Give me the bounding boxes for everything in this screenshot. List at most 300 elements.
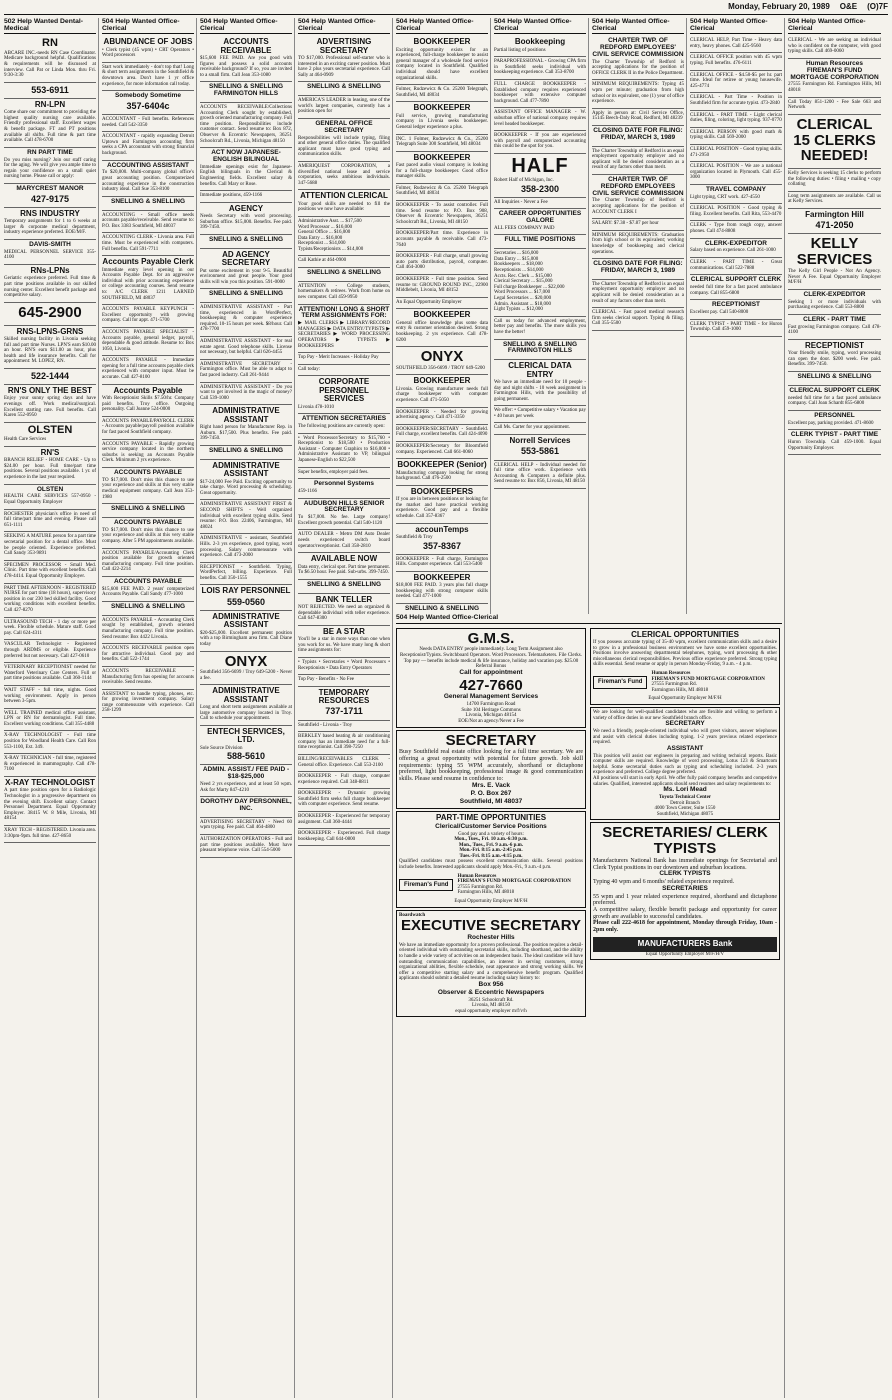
classified-ad [788, 411, 881, 430]
ad-body: Skilled nursing facility in Livonia seeking full and part time Nurses. LPN'S earn $10.00 an hour. RN'S earn $11.00 an hour, plus health and life insurance benefits. Call for appointment: M. LOPEZ, RN. [4, 336, 96, 365]
classified-ad [200, 103, 292, 148]
ad-body: All Inquiries - Never a Fee [494, 199, 548, 205]
ad-heading: SNELLING & SNELLING [110, 197, 186, 205]
classified-ad [690, 300, 782, 319]
classified-ad [102, 211, 194, 234]
ad-body: Data entry, clerical spot. Part time permanent. To $6.50 hour. Fee paid. Sub-urbs. 399-7450. [298, 564, 390, 576]
ad-heading: SNELLING & SNELLING FARMINGTON HILLS [208, 83, 284, 98]
classified-ad [494, 423, 586, 435]
classified-ad [4, 36, 96, 83]
classified-ad [592, 175, 684, 219]
toyota-ad [590, 707, 780, 820]
classified-ad [4, 208, 96, 240]
ad-heading: ATTENTION! LONG & SHORT TERM ASSIGNMENTS FOR: [298, 305, 390, 320]
manufacturers-ad [590, 822, 780, 960]
ad-body: CLERICAL PERSON with good math & typing skills. Call 569-2000 [690, 129, 782, 141]
ad-body: General office knowledge plus some data entry & customer orientation desired. Strong bookkeeping. 2 yrs experience. Call 478-6200 [396, 320, 488, 343]
ad-body: needed full time for a fast paced ambulance company. Call Joan Schardt 855-6800 [788, 395, 881, 407]
classified-ad [396, 408, 488, 425]
classified-ad [298, 36, 390, 82]
classified-ad [102, 690, 194, 718]
ad-body: BOOKKEEPER - Experienced for temporary assignment. Call 360-4444 [298, 814, 390, 825]
ad-list [494, 251, 586, 313]
parttime-ad [396, 811, 586, 907]
exec-paper: Observer & Eccentric Newspapers [437, 988, 545, 996]
ad-body: ACCOUNTS RECEIVABLE - Manufacturing firm has opening for accounts receivable. Send resume. [102, 668, 194, 686]
classified-ad [788, 59, 881, 98]
classified-ad [592, 80, 684, 108]
classified-column [788, 18, 883, 1398]
ad-body: ACCOUNTS RECEIVABLE/Collections Accounting Clerk sought by established, growth oriented manufacturing company. Full time position. Responsibilities include customer contact. Send resume to: Box 872, Observer & Eccentric Newspapers, 36251 Schoolcraft Rd., Livonia, Michigan 48150 [200, 104, 293, 144]
ad-heading: CHARTER TWP. OF REDFORD EMPLOYEES CIVIL SERVICE COMMISSION [592, 175, 684, 197]
ad-body: CLERICAL - PART TIME - Light clerical duties, filing, coloring, light typing. 937-0770 [690, 112, 782, 124]
classified-ad [102, 504, 194, 518]
ad-body: Southfield 356-6699 / Troy 649-5200 - Never a fee. [200, 670, 292, 681]
ad-heading: Human Resources FIREMAN'S FUND MORTGAGE CORPORATION [790, 59, 879, 81]
ad-heading: ABUNDANCE OF JOBS [103, 37, 193, 47]
ad-body: Folmer, Rudzewicz & Co. 25200 Telegraph, Southfield, MI 48034 [396, 87, 488, 98]
classified-ad [494, 57, 586, 80]
classified-ad [4, 265, 96, 303]
ad-body: XRAY TECH - REGISTERED. Livonia area. 3:30pm-9pm. full time. 427-8650 [4, 828, 96, 839]
ad-body: Robert Half of Michigan, Inc. [494, 177, 554, 183]
classified-ad [200, 337, 292, 360]
ad-heading: CLERICAL DATA ENTRY [508, 361, 572, 379]
exec-eoe: equal opportunity employer m/f/v/h [455, 1008, 527, 1014]
ad-body: NOT REJECTED. We need an organized & dependable individual with teller experience. Call 647-8300 [298, 604, 390, 622]
parttime-eoe: Equal Opportunity Employer M/F/H [454, 899, 528, 905]
classified-ad [200, 148, 292, 191]
ad-heading: ADVERTISING SECRETARY [316, 37, 372, 55]
parttime-lead: Good pay and a variety of hours: [458, 831, 524, 837]
classified-ad [200, 563, 292, 586]
exec-box: Box 956 [478, 980, 504, 988]
classified-ad [4, 777, 96, 826]
ad-body: Top Pay - Merit Increases - Holiday Pay [298, 355, 379, 361]
classified-ad [396, 135, 488, 152]
ad-body: ACCOUNTS PAYABLE/Accounting Clerk position available for growth oriented manufacturing company. Full time position. Call 422-2214 [102, 550, 194, 573]
classified-ad [298, 658, 390, 675]
ad-heading: FULL TIME POSITIONS [504, 236, 576, 244]
classified-ad [298, 594, 390, 626]
ad-list-item: Receptionists ... $14,000 [494, 267, 544, 273]
classified-ad [200, 652, 292, 686]
classified-ad [690, 128, 782, 145]
classified-ad [200, 818, 292, 835]
secretary-ad [396, 730, 586, 810]
classified-ad [396, 184, 488, 201]
column-header: 504 Help Wanted Office-Clerical [494, 18, 586, 34]
ad-body: SALARY: $7.38 - $7.87 per hour [592, 221, 659, 227]
classified-ad [4, 148, 96, 184]
ad-heading: SNELLING & SNELLING [208, 290, 284, 298]
classified-ad [298, 96, 390, 119]
ad-body: $17-24,000 Fee Paid. Exciting opportunity to take charge. Word processing & scheduling. Great opportunity. [200, 479, 292, 496]
classified-ad [200, 534, 292, 562]
ad-body: $15,600 FEE PAID. Are you good with figures and possess a solid accounts receivable background? If so, you are invited to a small firm. Call Jean 353-1080 [200, 55, 292, 78]
ad-body: Needs Secretary with word processing. Suburban office. $15,000. Benefits. Fee paid. 399-7450. [200, 214, 292, 231]
ad-body: Excellent pay, parking provided. 471-8600 [788, 420, 874, 426]
ad-phone: 553-5861 [520, 446, 560, 457]
ad-body: ACCOUNTING CLERK - Livonia area. Full time. Must be experienced with computers. Full benefits. Call 591-7711 [102, 235, 194, 252]
ad-body: BOOKKEEPER/Part time. Experience in accounts payable & receivable. Call 473-7640 [396, 231, 488, 248]
classified-ad [788, 290, 881, 315]
classified-ad [4, 731, 96, 754]
classified-ad [592, 280, 684, 308]
ad-body: Come share our commitment to providing the highest quality nursing care available. Friendly professional staff. Excellent wages & benefit package. FT and PT positions available all shifts. Full time & part time available. Call 478-6700 [4, 110, 96, 144]
ad-heading: AVAILABLE NOW [310, 554, 378, 564]
gms-company: General Management Services [443, 693, 539, 701]
ad-list-item: Bookkeepers ... $18,000 [494, 262, 543, 268]
classified-ad [102, 91, 194, 115]
ad-body: Long and short term assignments available at large automotive company located in Troy. Call to schedule your appointment. [200, 705, 292, 722]
gms-address1: 14700 Farmington Road [466, 702, 516, 708]
ad-heading: PERSONNEL [814, 411, 855, 419]
classified-ad [298, 217, 390, 257]
ad-body: ADMINISTRATIVE ASSISTANT - Do you want to get involved in the magic of money? Call 539-1000 [200, 384, 292, 401]
toyota-body1: We need a friendly, people-oriented individual who will greet visitors, answer telephones and assist with clerical duties including typing. 1-2 years previous related experience required. [593, 728, 777, 746]
classified-ad [396, 152, 488, 184]
masthead-page: (O)7F [867, 2, 888, 11]
ad-phone: 471-2050 [815, 220, 854, 231]
toyota-head1: SECRETARY [665, 720, 705, 728]
ad-body: Health Care Services [4, 437, 47, 443]
ad-phone: 357-6404c [126, 100, 170, 111]
masthead [4, 3, 888, 15]
ad-body: Kelly Services is seeking 15 clerks to perform the following duties: • filing • mailing • copy collating [788, 171, 881, 188]
classified-ad [494, 360, 586, 406]
mh-body1: Typing 40 wpm and 6 months' related experience required. [593, 879, 735, 886]
classified-ad [396, 524, 488, 555]
ad-list-item: Light Typists ... $12,000 [494, 307, 543, 313]
ad-body: Call Ms. Carter for your appointment. [494, 425, 570, 431]
ad-phone: 737-1711 [325, 706, 363, 717]
ad-body: A part time position open for a Radiologic Technologist in a progressive department on the evening shift. Excellent salary. Contact Personnel Department. Equal Opportunity Employer. 38415 W. 8 Mile, Livonia, MI 48154 [4, 788, 96, 822]
parttime-address2: Farmington Hills, MI 48018 [457, 890, 515, 896]
classified-ad [788, 315, 881, 340]
classified-ad [102, 616, 194, 644]
mh-head2: SECRETARIES [662, 884, 708, 892]
classified-ad [200, 82, 292, 103]
classified-ad [788, 386, 881, 411]
parttime-hours [399, 837, 583, 859]
ad-heading: BOOKKEEPERS [410, 486, 474, 496]
classified-ad [396, 459, 488, 486]
gms-ad [396, 628, 586, 728]
ad-body: CLERICAL OFFICE position with 45 wpm typing. Full benefits. 476-6111 [690, 55, 782, 66]
ad-body: Partial listing of positions [494, 47, 546, 53]
ad-body: We offer: • Competitive salary • Vacation pay • 40 hours per week [494, 408, 586, 419]
ad-body: Fast paced audio visual company is looking for a full-charge bookkeeper. Good office manager skills. [396, 163, 488, 180]
classified-ad [298, 499, 390, 531]
firemans-fund-logo: Fireman's Fund [399, 879, 453, 892]
secretary-box: P. O. Box 267 [470, 789, 512, 797]
classified-ad [200, 500, 292, 534]
classified-ad [200, 446, 292, 460]
classified-ad [4, 826, 96, 843]
clerical-opps-address2: Farmington Hills, MI 48018 [651, 687, 709, 693]
parttime-hours-item: Mon., Tues., Fri. 10 a.m.-6:30 p.m. [454, 837, 528, 843]
ad-body: ACCOUNTANT - rapidly expanding Detroit Uptown and Farmington accounting firm seeks a CPA accountant with strong financial background. [102, 134, 194, 157]
ad-list-item: Typists/Receptionists ... $14,000 [298, 246, 364, 252]
ad-heading: BOOKKEEPER (Senior) [397, 460, 487, 470]
ad-heading: CAREER OPPORTUNITIES GALORE [498, 210, 582, 224]
ad-body: • Typists • Secretaries • Word Processors • Receptionists • Data Entry Operators [298, 659, 390, 671]
classified-ad [200, 726, 292, 765]
classified-ad [494, 235, 586, 249]
parttime-hours-item: Mon., Tues., Fri. 9 a.m.-6 p.m. [458, 842, 524, 848]
ad-body: ADMINISTRATIVE ASSISTANT - for real estate agent. Good telephone skills. License not necessary, but helpful. Call 626-4455 [200, 339, 292, 356]
parttime-address1: 27555 Farmington Rd. [457, 884, 503, 890]
ad-body: Fast growing Farmington company. Call 478-4100 [788, 324, 881, 336]
classified-ad [4, 709, 96, 732]
classified-ad [4, 369, 96, 385]
classified-ad [102, 644, 194, 667]
classified-ad [298, 626, 390, 658]
ad-body: The Charter Township of Redford is an equal employment opportunity employer and no applicant will be denied consideration as a result of any factors other than merit. [592, 281, 684, 304]
ad-list-item: Clerical Secretary ... $15,000 [494, 279, 553, 285]
classified-ad [298, 305, 390, 354]
column-header: 504 Help Wanted Office-Clerical [592, 18, 684, 34]
classified-ad [396, 229, 488, 252]
classified-ad [788, 169, 881, 192]
classified-ad [396, 425, 488, 442]
ad-heading: CLERICAL SUPPORT CLERK [690, 276, 782, 284]
classified-ad [298, 256, 390, 268]
mh-body3: A competitive salary, flexible benefit package and opportunity for career growth are available to successful candidates. [593, 907, 777, 920]
classified-ad [102, 549, 194, 577]
classified-ad [4, 447, 96, 485]
ad-phone: 427-9175 [30, 193, 70, 204]
classified-ad [4, 184, 96, 208]
classified-ad [494, 249, 586, 317]
classified-ad [298, 376, 390, 414]
mh-body2: 55 wpm and 1 year related experience required, shorthand and dictaphone preferred. [593, 893, 777, 907]
classified-ad [200, 765, 292, 797]
classified-ad [592, 308, 684, 331]
ad-body: Seeking 1 or more individuals with purchasing experience. Call 553-8800 [788, 299, 881, 311]
ad-body: TO $17,000. Professional self-starter who is interested in an exciting career position. Must have 2 plus years secretarial experience. Call Sally at 464-0909 [298, 55, 390, 78]
ad-body: Start work immediately - don't top that! Long & short term assignments in the Southfield & downtown area. Don't have 1 yr office experience, for more information call today. [102, 64, 194, 87]
clerical-opps-body: If you possess accurate typing of 35-40 wpm, excellent communication skills and a desire to grow in a professional business environment we have some excellent opportunities. Positions involve answering departmental telephones, typing, word processing & other miscellaneous clerical responsibilities. Previous office experience preferred. Strong typing skills essential. Send resume or apply in person Monday-Friday, 9 a.m. - 4 p.m. [593, 640, 777, 668]
ad-heading: accounTemps [415, 524, 469, 534]
classified-ad [4, 99, 96, 148]
classified-ad [396, 309, 488, 347]
ad-body: ULTRASOUND TECH - 1 day or more per week. Flexible schedule. Mature staff. Good pay. Call 624-4311 [4, 619, 96, 636]
classified-ad [200, 36, 292, 82]
ad-body: AMERIQUEST CORPORATION, a diversified national lease and service corporation, seeks ambitious individuals. 347-5688 [298, 163, 390, 186]
classified-ad [690, 204, 782, 221]
classified-ad [200, 235, 292, 249]
ad-heading: RN [42, 37, 58, 50]
classified-ad [298, 772, 390, 789]
secretary-city: Southfield, MI 48037 [459, 797, 523, 805]
ad-list-item: Receptionist ... $14,000 [298, 241, 346, 247]
classified-ad [690, 53, 782, 70]
ad-heading: SNELLING & SNELLING [306, 580, 382, 588]
ad-body: $20-$25,000. Excellent permanent position with a top Birmingham area firm. Call Diane today [200, 630, 292, 647]
ad-heading: RECEPTIONIST [804, 340, 865, 350]
ad-body: ADMINISTRATIVE - assistant, Southfield Hills. 2-3 yrs experience, good typing, word processing. Salary commensurate with experience. Call 473-2000 [200, 536, 292, 559]
classified-ad [788, 234, 881, 289]
column-header: 504 Help Wanted Office-Clerical [788, 18, 881, 34]
ad-heading: Accounts Payable Clerk [102, 257, 194, 267]
wide-section-header: 504 Help Wanted Office-Clerical [396, 614, 782, 624]
ad-heading: ONYX [224, 652, 268, 670]
ad-body: Immediate openings exist for Japanese-English bilinguals in the Clerical & Engineering fields. Excellent salary & benefits. Call Mary or Rose. [200, 164, 292, 187]
ad-body: The Charter Township of Redford is an equal employment opportunity employer and no applicant will be denied consideration as a result of any factors other than merit. [592, 148, 684, 171]
ad-body: VASCULAR Technologist - Registered through ARDMS or eligible. Experience preferred but not necessary. Call 427-0610 [4, 642, 96, 659]
mh-head1: CLERK TYPISTS [659, 870, 711, 878]
gms-title: G.M.S. [467, 629, 515, 647]
ad-heading: RNS INDUSTRY [20, 208, 80, 218]
ad-body: Your friendly smile, typing, word processing can open the door. $200 week. Fee paid. Benefits. 399-7450. [788, 351, 881, 368]
ad-body: Call us today for advanced employment, better pay and benefits. The more skills you have the better! [494, 318, 586, 335]
ad-body: If you are in between positions or looking for the market and have practical working experience. Good pay and a flexible schedule. Call 357-8367 [396, 497, 488, 519]
classified-ad [4, 423, 96, 447]
ad-heading: GENERAL OFFICE SECRETARY [315, 119, 373, 134]
classified-ad [494, 406, 586, 423]
classified-ad [4, 754, 96, 777]
ad-body: BRANCH RELIEF - HOME CARE - Up to $24.00 per hour. Full time/part time positions. Several positions available. 1 yr. of experience in the last year required. [4, 458, 96, 481]
classified-ad [592, 126, 684, 147]
ad-heading: ACCOUNTS PAYABLE [113, 577, 183, 585]
ad-body: ADMINISTRATIVE ASSISTANT - Part time, experienced in WordPerfect, bookkeeping & computer experience required. 10-15 hours per week. $8/hour. Call 478-7700 [200, 305, 292, 333]
ad-heading: TEMPORARY RESOURCES [318, 687, 370, 706]
ad-heading: RNs-LPNs [30, 266, 70, 275]
ad-heading: SNELLING & SNELLING [208, 235, 284, 243]
ad-heading: Bookkeeping [514, 37, 566, 47]
ad-body: Excellent pay. Call 540-8000 [690, 310, 749, 316]
ad-list-item: Administrative Asst. ... $17,500 [298, 218, 362, 224]
ad-body: ACCOUNTS PAYABLE/PAYROLL CLERK - Accounts payable/payroll position available for fast paced Southfield company. [102, 418, 194, 436]
ad-heading: Somebody Sometime [114, 92, 182, 100]
classified-ad [298, 162, 390, 190]
ad-heading: SNELLING & SNELLING [404, 604, 480, 612]
toyota-head2: ASSISTANT [666, 744, 704, 752]
classified-ad [4, 532, 96, 560]
ad-heading: RN-LPN [34, 99, 66, 109]
ad-heading: CORPORATE PERSONNEL SERVICES [318, 377, 370, 404]
ad-body: The following positions are currently open: [298, 424, 385, 430]
classified-ad [690, 36, 782, 53]
classified-ad [102, 468, 194, 504]
ad-heading: Norrell Services [509, 436, 571, 446]
classified-ad [4, 303, 96, 326]
ad-body: BOOKKEEPER - Full time position. Send resume to: GROUND ROUND INC., 22900 Middlebelt, Livonia, MI 48152 [396, 277, 488, 294]
ad-body: Your good skills are needed to fill the positions we now have available: [298, 201, 390, 213]
ad-heading: Farmington Hill [805, 210, 864, 220]
ad-heading: ENTECH SERVICES, LTD. [207, 727, 285, 745]
classified-ad [298, 268, 390, 282]
parttime-hours-item: Mon.-Fri. 8:15 a.m.-2:45 p.m. [459, 848, 523, 854]
classified-ad [494, 435, 586, 460]
ad-body: CLERICAL HELP - Individual needed for full time office work. Experience with Accounting & Computers a definite plus. Send resume to: Box 856, Livonia, MI 48150 [494, 462, 586, 485]
ad-body: Top Pay - Benefits - No Fee [298, 677, 355, 683]
ad-heading: Personnel Systems [314, 480, 374, 488]
ad-body: Apply in person at: Civil Service Office, 15145 Beech-Daly Road, Redford, MI 48239 [592, 110, 684, 122]
clerical-opps-hr: Human Resources [651, 670, 691, 676]
classified-ad [788, 340, 881, 372]
ad-heading: SNELLING & SNELLING FARMINGTON HILLS [502, 340, 578, 355]
ad-body: ROCHESTER physician's office in need of full time/part time and evening. Please call 651-1111 [4, 511, 96, 528]
ad-body: Right hand person for Manufacturer Rep. in Auburn. $17,500. Plus benefits. Fee paid. 399-7450. [200, 425, 292, 442]
exec-title: EXECUTIVE SECRETARY [400, 917, 582, 935]
classified-ad [592, 231, 684, 259]
ad-body: ACCOUNTS PAYABLE - Immediate opening for a full time accounts payable clerk experienced with computer input. Must be accurate. Call 427-8100 [102, 358, 194, 381]
ad-body: CLERICAL POSITION - Good typing & filing. Excellent benefits. Call Rita, 553-4470 [690, 206, 782, 217]
parttime-title: PART-TIME OPPORTUNITIES [435, 813, 547, 823]
ad-body: Sole Source Division [200, 745, 243, 751]
classified-ad [298, 755, 390, 772]
ad-list [298, 219, 390, 253]
ad-heading: MARYCREST MANOR [16, 184, 84, 192]
ad-body: AMERICA'S LEADER in leasing, one of the world's largest companies, currently has a position open for [298, 98, 390, 115]
classified-ad [4, 83, 96, 99]
ad-body: Light typing, CRT work. 427-4550 [690, 194, 760, 200]
ad-body: CLERICAL HELP, Part Time - Heavy data entry, heavy phones. Call 425-9560 [690, 38, 782, 49]
ad-body: MINIMUM REQUIREMENTS: Graduation from high school or its equivalent; working knowledge of bookkeeping and clerical operations. [592, 232, 684, 255]
ad-body: TO $17,000. Don't miss this chance to use your experience and skills at this very stable medical equipment company. Call Jean 353-1980 [102, 477, 194, 500]
classified-ad [102, 417, 194, 440]
classified-ad [690, 239, 782, 258]
ad-body: BOOKKEEPER - Dynamic growing Southfield firm seeks full charge bookkeeper with computer experience. Send resume. [298, 791, 390, 808]
classified-ad [4, 584, 96, 618]
classified-ad [298, 282, 390, 305]
ad-heading: CLERK-EXPEDITOR [803, 290, 866, 298]
classified-ad [298, 434, 390, 468]
classified-ad [298, 687, 390, 721]
ad-body: Immediate positions, 459-1166 [200, 193, 263, 199]
classified-ad [200, 249, 292, 290]
classified-ad [494, 317, 586, 340]
classified-ad [200, 585, 292, 610]
ad-body: To $17,000. No fee. Large company! Excellent growth potential. Call 540-1120 [298, 515, 390, 526]
ad-body: Livonia. Growing manufacturer needs full charge bookkeeper with computer experience. Call 471-5050 [396, 386, 488, 404]
ad-body: • Word Processor/Secretary to $15,760 • Receptionist to $18,500 • Production Assistant - Computer Graphics to $16,000 • Administrative Assistant to VP, bilingual Japanese-English to $22,500 [298, 435, 390, 463]
ad-body: INC. 1 Folmer, Rudzewicz & Co., 25200 Telegraph Suite 300 Southfield, MI 48034 [396, 136, 488, 148]
ad-body: Salary based on experience. Call 261-1000 [690, 248, 776, 254]
classified-ad [396, 102, 488, 134]
ad-body: SEEKING A MATURE person for a part time secretarial position for a dental office. Must be people oriented. Experience preferred. Call Sandy 353-9891 [4, 534, 96, 557]
ad-heading: SNELLING & SNELLING [306, 83, 382, 91]
classified-ad [690, 275, 782, 300]
classified-ad [788, 98, 881, 115]
ad-heading: SNELLING & SNELLING [306, 269, 382, 277]
ad-body: BOOKKEEPER - Full charge, computer experience required. Call 348-8811 [298, 774, 390, 785]
ad-heading: AD AGENCY SECRETARY [221, 249, 271, 268]
ad-body: MEDICAL PERSONNEL SERVICE 355-4100 [4, 249, 96, 261]
ad-heading: DOROTHY DAY PERSONNEL, INC. [200, 798, 292, 813]
classified-ad [298, 553, 390, 580]
classified-ad [200, 611, 292, 652]
toyota-division: Detroit Branch [670, 800, 700, 806]
ad-body: Manufacturing company looking for strong background. Call 476-2500 [396, 470, 488, 482]
classified-ad [298, 119, 390, 162]
ad-body: ACCOUNTS PAYABLE KEYPUNCH - Excellent opportunity with growing company. Call for appt. 471-5700 [102, 307, 194, 324]
classified-ad [396, 36, 488, 85]
classified-ad [592, 219, 684, 231]
masthead-date: Monday, February 20, 1989 [728, 2, 830, 11]
exec-ad [396, 910, 586, 1018]
ad-heading: ACCOUNTING ASSISTANT [107, 161, 189, 169]
classified-ad [4, 686, 96, 709]
classified-column [4, 18, 99, 1398]
ad-body: BOOKKEEPER/SECRETARY - Southfield. Full charge, excellent benefits. Call 424-4090 [396, 426, 488, 438]
ad-heading: ACCOUNTS PAYABLE [113, 518, 183, 526]
classified-ad [396, 252, 488, 275]
classified-ad [690, 111, 782, 128]
